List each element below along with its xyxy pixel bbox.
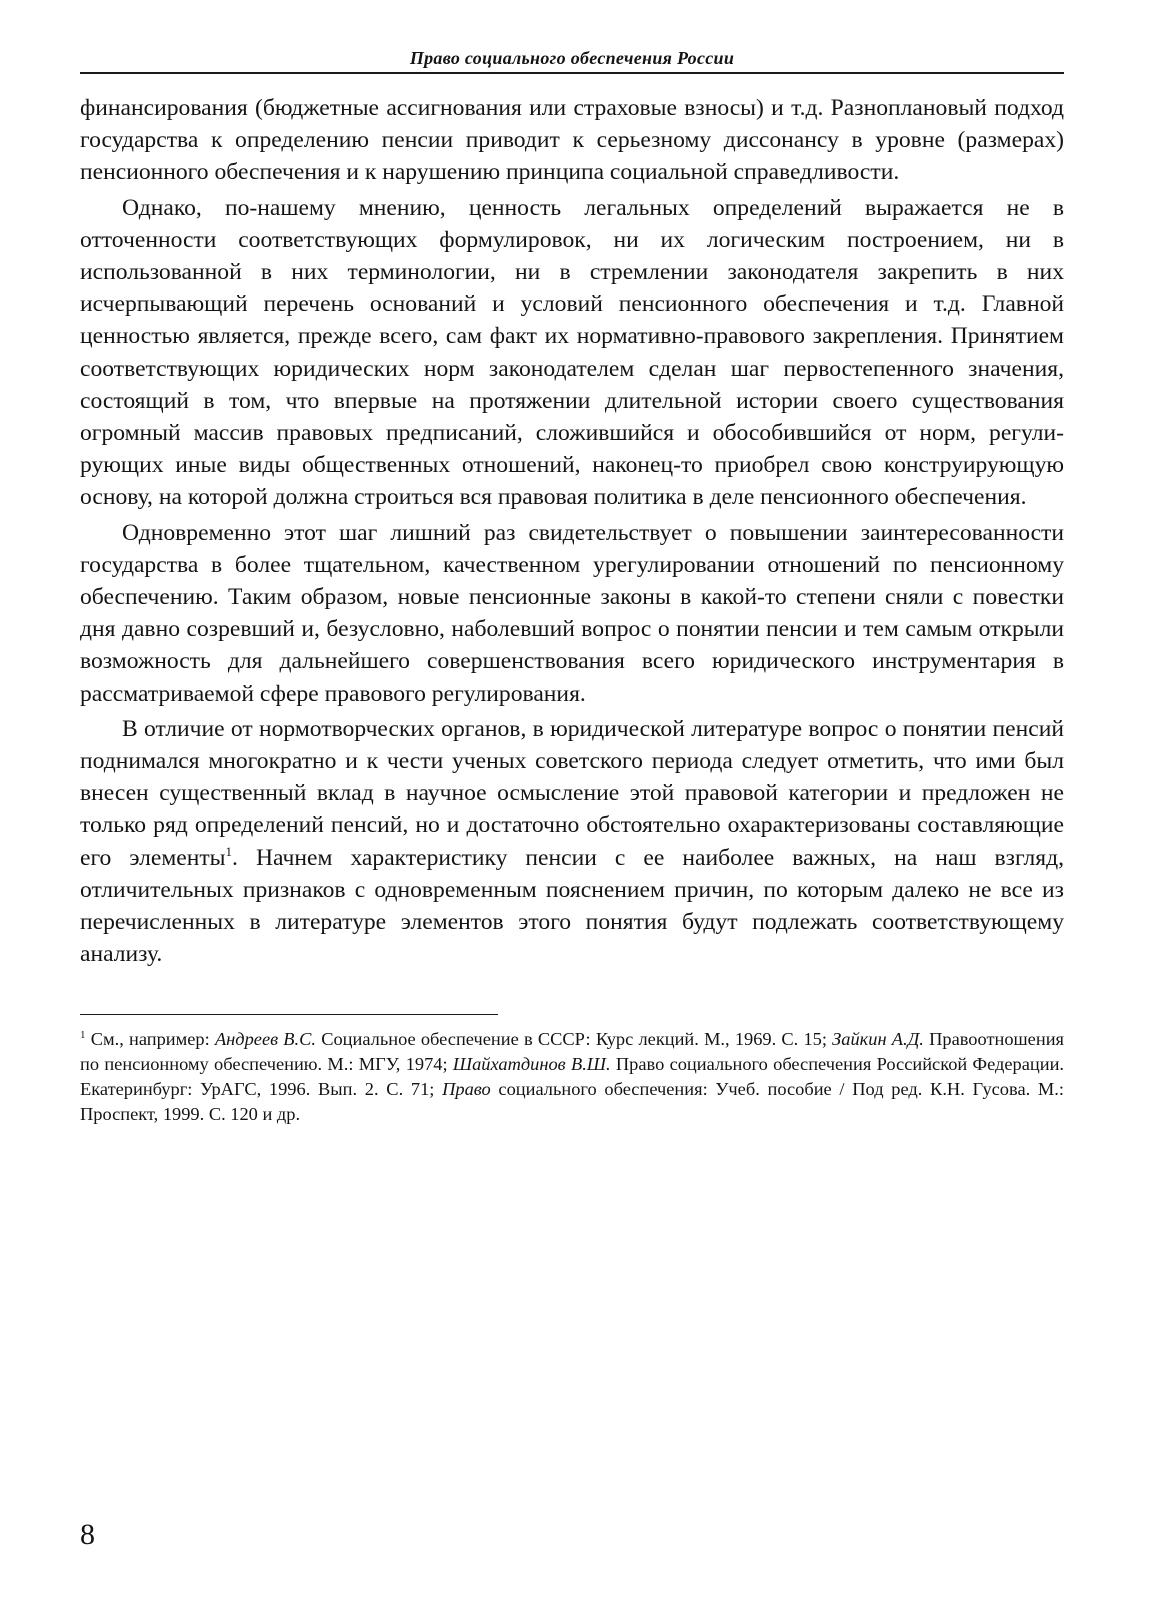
paragraph-1: финансирования (бюджетные ассигнования или страховые взносы) и т.д. Разноплановый подход государства к определению пенсии приводит к серьезному диссонансу в уровне (размерах) пенсионного обеспечения и к нарушению принципа социальной справедливости.	[80, 95, 1064, 186]
paragraph-4	[80, 713, 1064, 971]
footnote-author-shaikhatdinov: Шайхатдинов В.Ш.	[452, 1054, 611, 1075]
footnote-text: Правоотношения по пенсионному обеспечению. М.: МГУ, 1974;	[80, 1029, 1064, 1075]
footnote-author-andreev: Андреев В.С.	[214, 1029, 316, 1050]
page-number: 8	[80, 1518, 95, 1551]
page	[80, 48, 1064, 1127]
footnote-text: Социальное обеспечение в СССР: Курс лекций. М., 1969. С. 15;	[316, 1029, 833, 1050]
footnote	[80, 1027, 1064, 1126]
paragraph-4-part-2: . Начнем характеристику пенсии с ее наиболее важных, на наш взгляд, отличительных признаков с одновременным пояснением причин, по которым далеко не все из перечисленных в литературе элементов этого понятия будут подлежать соответствующему анализу.	[80, 844, 1064, 968]
paragraph-4-part-1: В отличие от нормотворческих органов, в юридической литературе вопрос о понятии пенсий поднимался многократно и к чести ученых советского периода следует отметить, что ими был внесен существенный вклад в научное осмысление этой правовой категории и предложен не только ряд определений пенсий, но и достаточно обстоятельно охарактеризованы составляющие его элементы	[80, 715, 1064, 871]
footnote-text: социального обеспечения: Учеб. пособие / Под ред. К.Н. Гусова. М.: Проспект, 1999. С. 120 и др.	[80, 1079, 1064, 1124]
footnote-text: См., например:	[85, 1029, 215, 1050]
footnote-reference[interactable]: 1	[225, 843, 233, 859]
body-text	[80, 92, 1064, 970]
footnote-author-zaikin: Зайкин А.Д.	[832, 1029, 924, 1050]
paragraph-3: Одновременно этот шаг лишний раз свидетельствует о повышении заинтересованности государства в более тщательном, качественном урегулировании отношений по пенсионному обеспечению. Таким образом, новые пенсионные законы в какой-то степени сняли с повестки дня давно созревший и, безусловно, наболевший вопрос о понятии пенсии и тем самым открыли возможность для дальнейшего совершенствования всего юридического инструментария в рассматриваемой сфере правового регулирования.	[80, 519, 1064, 707]
footnote-title-pravo: Право	[442, 1079, 491, 1100]
footnote-separator	[80, 1014, 498, 1015]
paragraph-2: Однако, по-нашему мнению, ценность легальных определений выражается не в отточенности соответствующих формулировок, ни их логическим построением, ни в использованной в них терминологии, ни в стремлении законодателя закрепить в них исчерпывающий перечень оснований и условий пенсионного обеспечения и т.д. Главной ценностью является, прежде всего, сам факт их нормативно-правового закрепления. Принятием соответствующих юридических норм законодателем сделан шаг первостепенного значения, состоящий в том, что впервые на протяжении длительной истории своего существования огромный массив правовых предписаний, сложившийся и обособившийся от норм, регулирующих иные виды общественных отношений, наконец-то приобрел свою конструирующую основу, на которой должна строиться вся правовая политика в деле пенсионного обеспечения.	[80, 194, 1064, 511]
footnote-mark: 1	[80, 1029, 86, 1042]
running-head: Право социального обеспечения России	[80, 48, 1064, 74]
footnote-text: Право социального обеспечения Российской Федерации. Екатеринбург: УрАГС, 1996. Вып. 2. С. 71;	[80, 1054, 1065, 1100]
